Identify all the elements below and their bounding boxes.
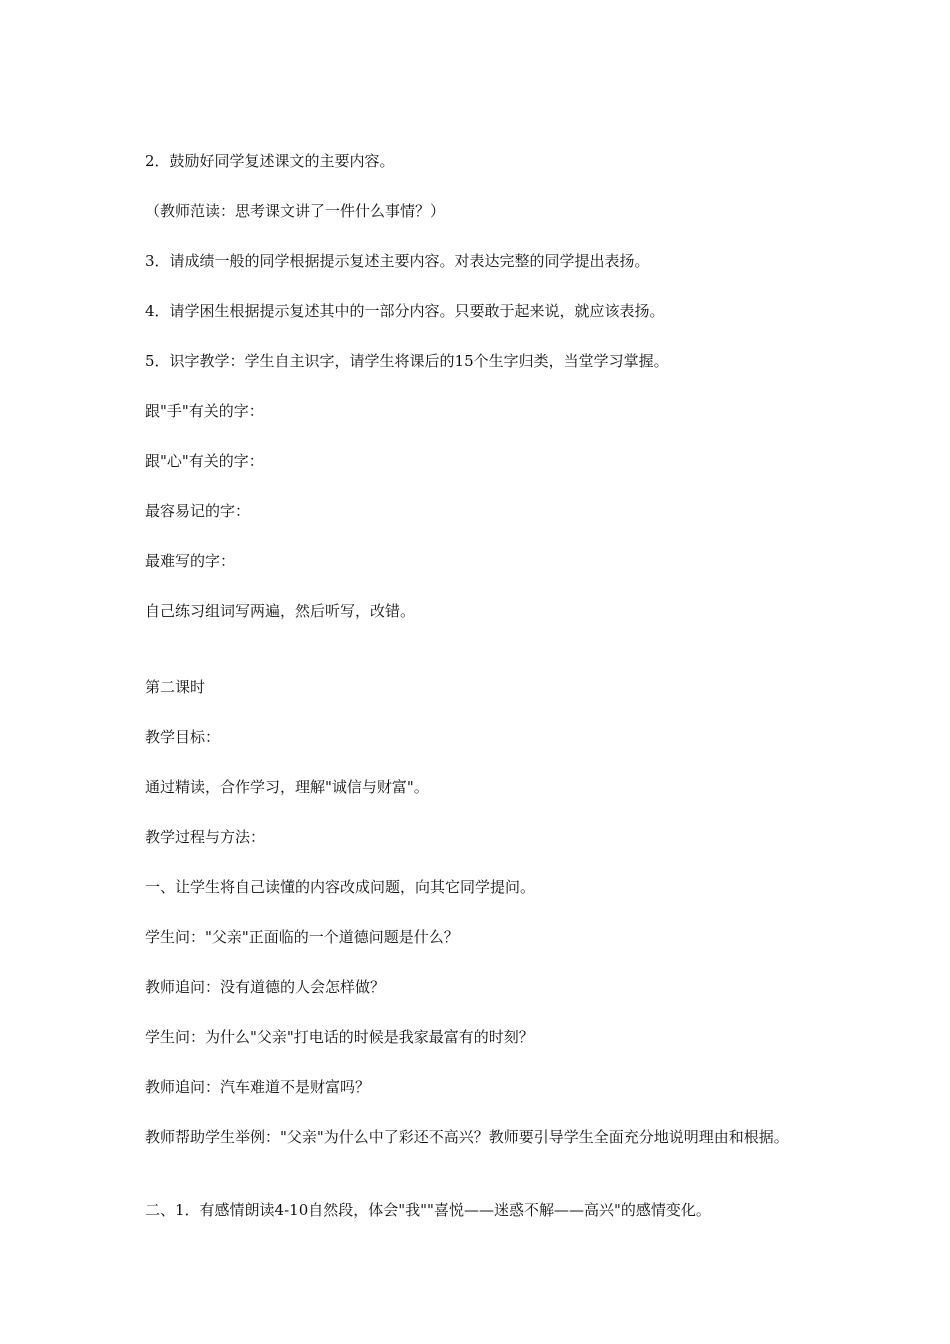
paragraph-hand-radical: 跟"手"有关的字：	[145, 402, 264, 420]
paragraph-heart-radical: 跟"心"有关的字：	[145, 452, 264, 470]
paragraph-easiest-characters: 最容易记的字：	[145, 502, 251, 520]
paragraph-retell-average-students: 3．请成绩一般的同学根据提示复述主要内容。对表达完整的同学提出表扬。	[145, 252, 650, 270]
paragraph-student-question-2: 学生问：为什么"父亲"打电话的时候是我家最富有的时刻？	[145, 1028, 534, 1046]
paragraph-teacher-example: 教师帮助学生举例："父亲"为什么中了彩还不高兴？教师要引导学生全面充分地说明理由和根据。	[145, 1128, 789, 1146]
paragraph-character-teaching: 5．识字教学：学生自主识字，请学生将课后的15个生字归类，当堂学习掌握。	[145, 352, 669, 370]
paragraph-step-one: 一、让学生将自己读懂的内容改成问题，向其它同学提问。	[145, 878, 536, 896]
paragraph-teacher-followup-2: 教师追问：汽车难道不是财富吗？	[145, 1078, 371, 1096]
paragraph-student-question-1: 学生问："父亲"正面临的一个道德问题是什么？	[145, 928, 459, 946]
section-heading-second-lesson: 第二课时	[145, 678, 206, 696]
paragraph-step-two: 二、1．有感情朗读4-10自然段，体会"我""喜悦——迷惑不解——高兴"的感情变化。	[145, 1201, 711, 1219]
paragraph-retell-struggling-students: 4．请学困生根据提示复述其中的一部分内容。只要敢于起来说，就应该表扬。	[145, 302, 665, 320]
paragraph-hardest-characters: 最难写的字：	[145, 552, 236, 570]
paragraph-practice-dictation: 自己练习组词写两遍，然后听写，改错。	[145, 602, 416, 620]
paragraph-teacher-reading: （教师范读：思考课文讲了一件什么事情？）	[145, 202, 446, 220]
paragraph-teaching-goal: 通过精读，合作学习，理解"诚信与财富"。	[145, 778, 429, 796]
paragraph-teacher-followup-1: 教师追问：没有道德的人会怎样做？	[145, 978, 386, 996]
paragraph-teaching-goals-label: 教学目标：	[145, 728, 221, 746]
paragraph-retell-good-students: 2．鼓励好同学复述课文的主要内容。	[145, 152, 395, 170]
paragraph-process-label: 教学过程与方法：	[145, 828, 266, 846]
